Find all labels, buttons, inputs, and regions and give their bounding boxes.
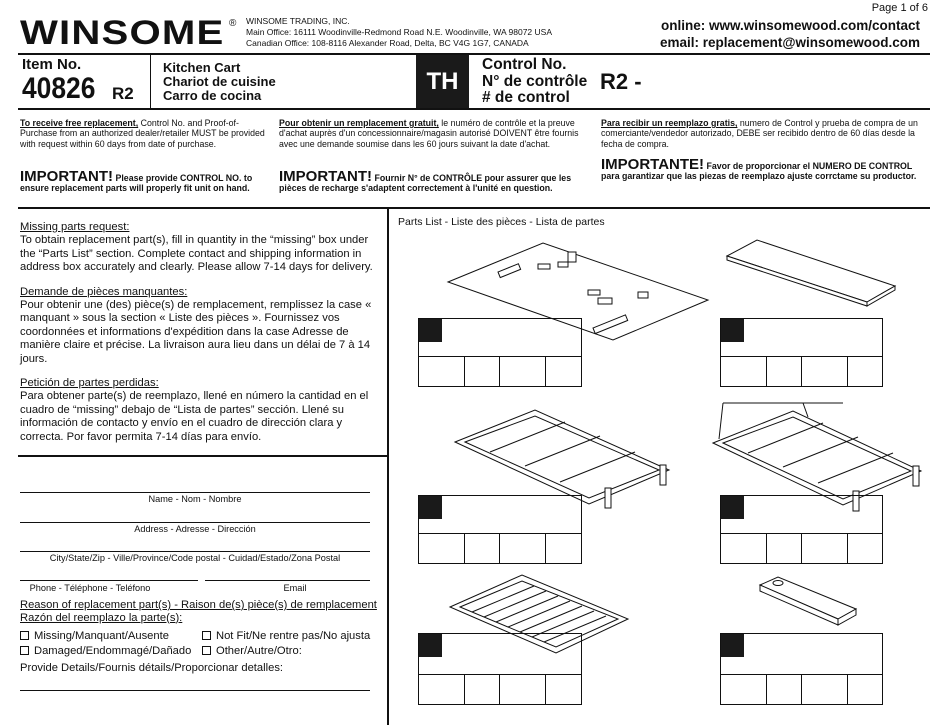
reason-line-1: Reason of replacement part(s) - Raison de(s) pièce(s) de remplacement (20, 599, 377, 611)
instructions-en-body: To obtain replacement part(s), fill in quantity in the “missing” box under the “Parts List” section. Complete contact and shipping information in address box accurately and clearly. Please allow 7-14 days for delivery. (20, 234, 373, 274)
control-label-es: # de control (482, 89, 570, 106)
form-divider (18, 455, 388, 457)
product-name-en: Kitchen Cart (163, 60, 241, 75)
part-qty-row-2[interactable] (721, 356, 882, 386)
part-box-4 (720, 495, 883, 564)
instructions-es-head: Petición de partes perdidas: (20, 377, 159, 390)
instructions (20, 221, 380, 455)
other-checkbox[interactable] (202, 646, 211, 655)
option-missing-label: Missing/Manquant/Ausente (34, 630, 169, 642)
option-other-label: Other/Autre/Otro: (216, 645, 302, 657)
online-link[interactable]: online: www.winsomewood.com/contact (660, 18, 920, 33)
email-link[interactable]: email: replacement@winsomewood.com (660, 35, 920, 50)
notice-es-head: Para recibir un reemplazo gratis, (601, 118, 738, 128)
notice-es (601, 118, 923, 149)
part-box-3 (418, 495, 582, 564)
item-divider (150, 55, 151, 108)
name-label: Name - Nom - Nombre (148, 494, 242, 504)
address-field[interactable] (20, 522, 370, 523)
winsome-logo: WINSOME (20, 14, 225, 52)
important-en-big: IMPORTANT! (20, 168, 114, 185)
instructions-es-body: Para obtener parte(s) de reemplazo, llené en número la cantidad en el cuadro de “missing” debajo de “Lista de partes” sección. Llené su información de contacto y envío en el cuadro de dirección clara y correcta. Por favor permita 7-14 días para envío. (20, 390, 369, 443)
control-label-en: Control No. (482, 56, 567, 73)
product-name-es: Carro de cocina (163, 88, 262, 103)
column-divider (387, 209, 389, 725)
canadian-office: Canadian Office: 108-8116 Alexander Road, Delta, BC V4G 1G7, CANADA (246, 38, 529, 48)
phone-field[interactable] (20, 580, 198, 581)
part-handle-bar-drawing (760, 575, 860, 625)
company-address (246, 16, 552, 49)
control-label-fr: N° de contrôle (482, 72, 588, 90)
important-es (601, 156, 926, 181)
product-name (163, 61, 276, 103)
company-name: WINSOME TRADING, INC. (246, 16, 350, 26)
page-number: Page 1 of 6 (871, 2, 928, 14)
instructions-fr-head: Demande de pièces manquantes: (20, 285, 188, 298)
part-tag-5 (419, 634, 442, 657)
option-not-fit[interactable] (202, 630, 370, 642)
details-field[interactable] (20, 690, 370, 691)
registered-mark: ® (229, 18, 237, 29)
product-name-fr: Chariot de cuisine (163, 74, 276, 89)
name-field[interactable] (20, 492, 370, 493)
email-label: Email (283, 583, 307, 593)
option-missing[interactable] (20, 630, 169, 642)
important-en-text: Please provide CONTROL NO. to ensure replacement parts will properly fit unit on hand. (20, 173, 253, 193)
control-number-value: R2 - (600, 69, 642, 94)
city-field[interactable] (20, 551, 370, 552)
item-revision: R2 (112, 84, 134, 103)
notice-en-body: Control No. and Proof-of-Purchase from an authorized dealer/retailer MUST be provided with request within 60 days from date of purchase. (20, 118, 265, 149)
header-divider (18, 53, 930, 55)
option-damaged[interactable] (20, 645, 191, 657)
part-qty-row-4[interactable] (721, 533, 882, 563)
city-label: City/State/Zip - Ville/Province/Code postal - Cuidad/Estado/Zona Postal (49, 553, 341, 563)
important-fr-big: IMPORTANT! (279, 168, 373, 185)
notice-en-head: To receive free replacement, (20, 118, 139, 128)
part-tag-2 (721, 319, 744, 342)
part-box-5 (418, 633, 582, 705)
notice-fr-head: Pour obtenir un remplacement gratuit, (279, 118, 439, 128)
parts-list-title: Parts List - Liste des pièces - Lista de partes (398, 216, 605, 228)
item-number: 40826 (22, 72, 96, 105)
part-box-1 (418, 318, 582, 387)
missing-checkbox[interactable] (20, 631, 29, 640)
option-other[interactable] (202, 645, 302, 657)
notice-en (20, 118, 265, 149)
part-qty-row-1[interactable] (419, 356, 581, 386)
notice-es-body: numero de Control y prueba de compra de un comerciante/vendedor autorizado, DEBE ser recibido dentro de 60 días desde la fecha de compra. (601, 118, 918, 149)
item-row-divider (18, 108, 930, 110)
address-label: Address - Adresse - Dirección (134, 524, 256, 534)
option-damaged-label: Damaged/Endommagé/Dañado (34, 645, 192, 657)
notice-divider (18, 207, 930, 209)
option-not-fit-label: Not Fit/Ne rentre pas/No ajusta (216, 630, 371, 642)
important-en (20, 168, 270, 193)
part-qty-row-6[interactable] (721, 674, 882, 704)
important-fr (279, 168, 583, 193)
part-tag-1 (419, 319, 442, 342)
part-tag-4 (721, 496, 744, 519)
part-tag-6 (721, 634, 744, 657)
instructions-en-head: Missing parts request: (20, 221, 130, 233)
part-box-2 (720, 318, 883, 387)
damaged-checkbox[interactable] (20, 646, 29, 655)
instructions-fr-body: Pour obtenir une (des) pièce(s) de remplacement, remplissez la case « manquant » sous la section « Liste des pièces ». Fournissez vos coordonnées et informations d'expédition dans la case Adresse de manière claire et précise. La livraison aura lieu dans un délai de 7 à 14 jours. (20, 299, 372, 365)
notice-fr (279, 118, 581, 149)
important-fr-text: Fournir N° de CONTRÔLE pour assurer que les pièces de recharge s'adaptent correctement à l'unité en question. (279, 173, 572, 193)
important-es-text: Favor de proporcionar el NUMERO DE CONTROL para garantizar que las piezas de reemplazo ajuste corrctame su productor. (601, 161, 917, 181)
notice-fr-body: le numéro de contrôle et la preuve d'achat auprès d'un concessionnaire/magasin autorisé DOIVENT être fournis avec une demande soumise dans les 60 jours suivant la date d'achat. (279, 118, 579, 149)
details-label: Provide Details/Fournis détails/Proporcionar detalles: (20, 662, 284, 674)
main-office: Main Office: 16111 Woodinville-Redmond Road N.E. Woodinville, WA 98072 USA (246, 27, 552, 37)
control-code-box: TH (416, 55, 469, 108)
important-es-big: IMPORTANTE! (601, 156, 705, 173)
part-tag-3 (419, 496, 442, 519)
control-number-label (482, 57, 587, 107)
reason-line-2: Razón del reemplazo la parte(s): (20, 611, 183, 624)
part-shelf-board-drawing (727, 240, 897, 300)
part-box-6 (720, 633, 883, 705)
email-field[interactable] (205, 580, 370, 581)
phone-label: Phone - Téléphone - Teléfono (29, 583, 151, 593)
contact-links (660, 17, 920, 51)
reason-heading (20, 599, 377, 624)
part-qty-row-3[interactable] (419, 533, 581, 563)
part-qty-row-5[interactable] (419, 674, 581, 704)
item-number-label: Item No. (22, 56, 82, 73)
not-fit-checkbox[interactable] (202, 631, 211, 640)
